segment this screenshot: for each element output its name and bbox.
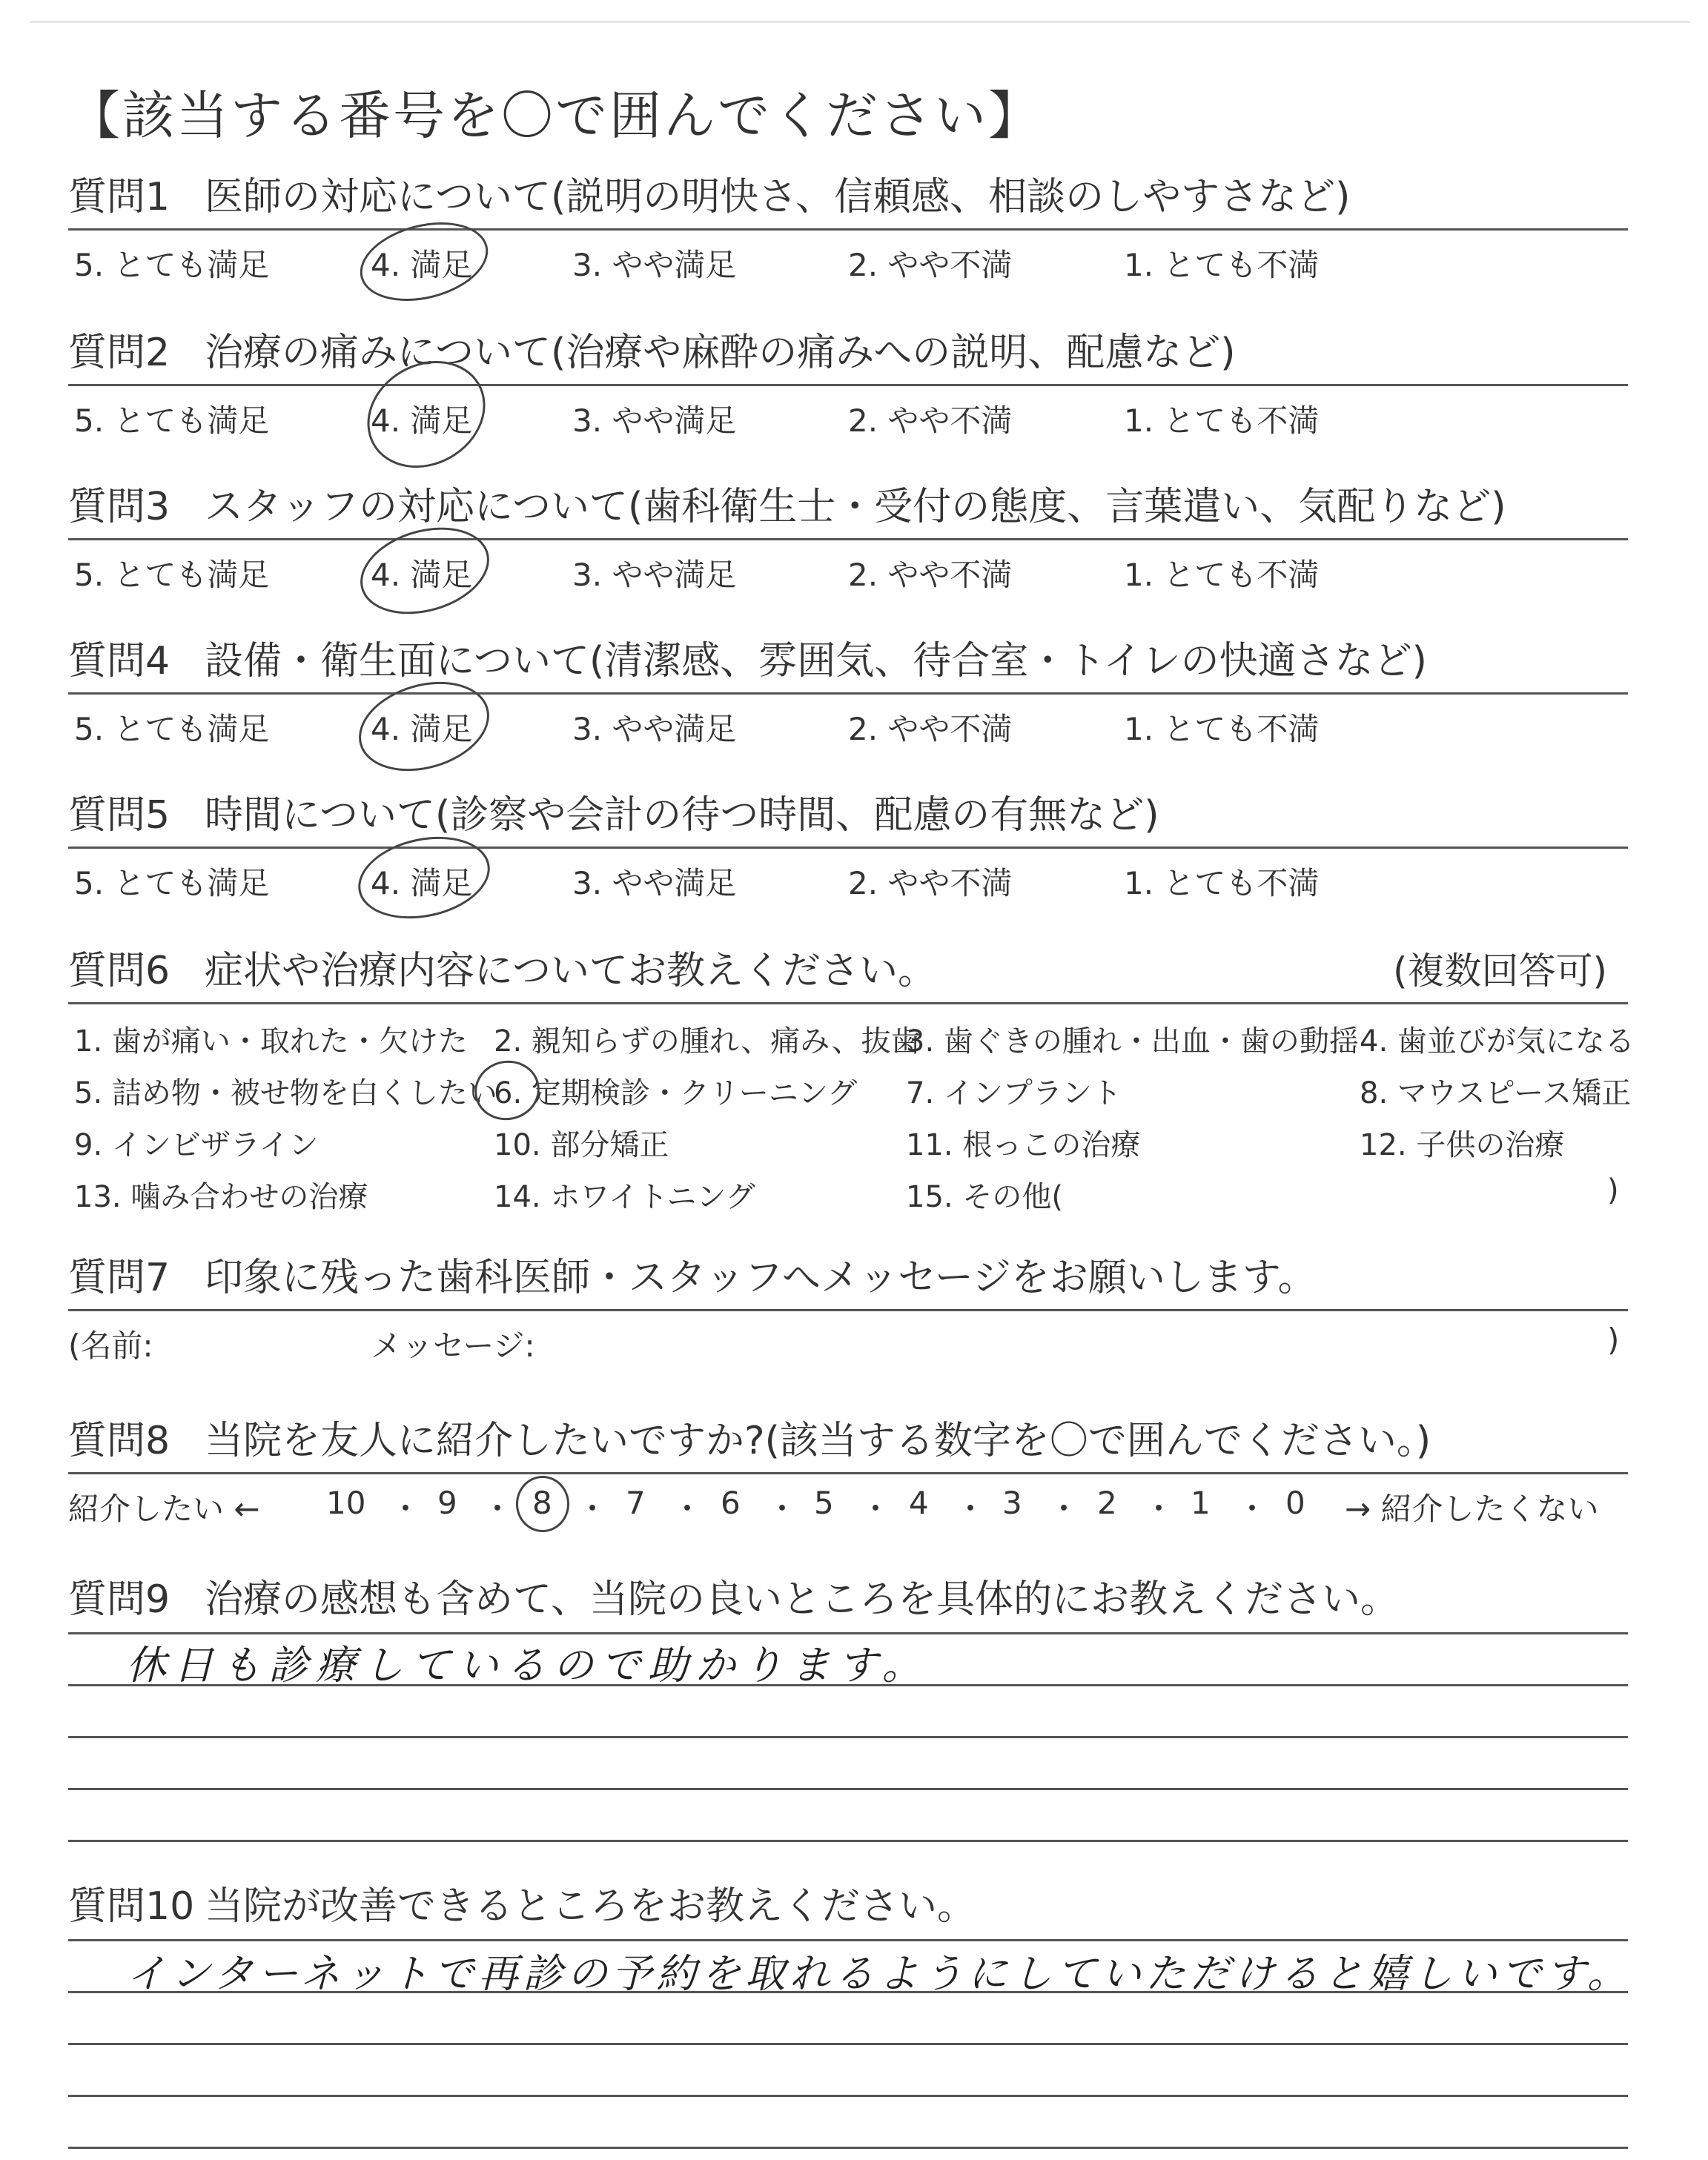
rating-options [68,695,1628,746]
question-9 [68,1564,1628,1912]
scale-value-3[interactable]: 3 [1002,1485,1022,1521]
scale-separator: ・ [955,1491,987,1527]
scale-separator: ・ [860,1491,892,1527]
option-4[interactable]: 4. 満足 [371,247,473,283]
scale-separator: ・ [390,1491,422,1527]
question-text: 設備・衛生面について(清潔感、雰囲気、待合室・トイレの快適さなど) [205,639,1427,683]
rating-options [68,231,1628,282]
option-1[interactable]: 1. とても不満 [1124,247,1320,283]
rating-options [68,540,1628,592]
treatment-option[interactable]: 4. 歯並びが気になる [1360,1024,1635,1059]
rating-options [68,386,1628,438]
scale-value-4[interactable]: 4 [909,1485,929,1521]
scale-value-1[interactable]: 1 [1191,1485,1211,1521]
treatment-option[interactable]: 2. 親知らずの腫れ、痛み、抜歯 [494,1024,921,1059]
question-number: 質問9 [68,1577,171,1622]
treatment-option[interactable]: 9. インビザライン [74,1128,319,1162]
question-number: 質問3 [68,485,171,529]
question-4 [68,626,1628,746]
question-number: 質問10 [68,1884,195,1929]
question-header [68,1871,1628,1938]
treatment-options [68,1004,1635,1219]
option-2[interactable]: 2. やや不満 [848,711,1013,747]
scale-value-8[interactable]: 8 [532,1485,552,1521]
name-label: (名前: [68,1328,153,1364]
option-4[interactable]: 4. 満足 [371,557,473,593]
selection-circle [469,1055,546,1127]
question-header [68,780,1628,849]
question-header [68,471,1628,540]
question-3 [68,471,1628,592]
scale-separator: ・ [1237,1491,1268,1527]
scale-left-label: 紹介したい ← [68,1491,260,1527]
option-5[interactable]: 5. とても満足 [74,402,270,439]
ruled-line [68,1840,1628,1842]
scale-value-5[interactable]: 5 [814,1485,834,1521]
option-1[interactable]: 1. とても不満 [1124,711,1320,747]
question-number: 質問2 [68,331,171,375]
ruled-line [68,1939,1628,1941]
question-text: 印象に残った歯科医師・スタッフへメッセージをお願いします。 [205,1256,1317,1300]
question-7 [68,1242,1628,1363]
question-number: 質問1 [68,175,171,219]
question-text: 当院を友人に紹介したいですか?(該当する数字を〇で囲んでください。) [205,1419,1431,1463]
question-2 [68,317,1628,438]
question-text: 症状や治療内容についてお教えください。 [205,949,936,993]
ruled-line [68,1788,1628,1790]
ruled-line [68,1736,1628,1738]
question-number: 質問4 [68,639,171,683]
answer-area [68,1631,1628,1912]
treatment-option[interactable]: 11. 根っこの治療 [906,1128,1141,1162]
scale-separator: ・ [577,1491,609,1527]
question-header [68,1242,1628,1311]
option-4[interactable]: 4. 満足 [371,865,473,901]
scale-value-0[interactable]: 0 [1285,1485,1305,1521]
scale-separator: ・ [1048,1491,1080,1527]
option-1[interactable]: 1. とても不満 [1124,865,1320,901]
option-2[interactable]: 2. やや不満 [848,402,1013,439]
question-10 [68,1871,1632,2160]
question-8 [68,1405,1628,1526]
question-text: 時間について(診察や会計の待つ時間、配慮の有無など) [205,793,1159,838]
selection-circle [516,1476,569,1532]
question-text: スタッフの対応について(歯科衛生士・受付の態度、言葉遣い、気配りなど) [205,485,1506,529]
treatment-option[interactable]: 10. 部分矯正 [494,1128,669,1162]
option-2[interactable]: 2. やや不満 [848,247,1013,283]
question-1 [68,162,1628,282]
scale-separator: ・ [1143,1491,1175,1527]
option-1[interactable]: 1. とても不満 [1124,557,1320,593]
scale-value-7[interactable]: 7 [626,1485,646,1521]
scale-value-2[interactable]: 2 [1097,1485,1117,1521]
question-text: 治療の感想も含めて、当院の良いところを具体的にお教えください。 [205,1577,1399,1622]
question-header [68,1405,1628,1474]
option-5[interactable]: 5. とても満足 [74,865,270,901]
treatment-option[interactable]: 8. マウスピース矯正 [1360,1076,1632,1110]
scale-separator: ・ [767,1491,798,1527]
answer-area [68,1938,1632,2160]
ruled-line [68,1684,1628,1686]
handwritten-answer: 休日も診療しているので助かります。 [126,1642,930,1689]
question-number: 質問6 [68,949,171,993]
option-4[interactable]: 4. 満足 [371,402,473,439]
question-text: 当院が改善できるところをお教えください。 [205,1884,976,1929]
question-header [68,1564,1628,1631]
handwritten-answer: インターネットで再診の予約を取れるようにしていただけると嬉しいです。 [126,1950,1632,1997]
option-5[interactable]: 5. とても満足 [74,711,270,747]
treatment-option[interactable]: 6. 定期検診・クリーニング [494,1076,858,1110]
scale-value-6[interactable]: 6 [721,1485,741,1521]
question-text: 治療の痛みについて(治療や麻酔の痛みへの説明、配慮など) [205,331,1236,375]
scale-value-9[interactable]: 9 [437,1485,457,1521]
option-2[interactable]: 2. やや不満 [848,865,1013,901]
option-3[interactable]: 3. やや満足 [572,711,737,747]
other-close-paren: ) [1607,1173,1619,1207]
treatment-option[interactable]: 7. インプラント [906,1076,1122,1110]
question-header [68,317,1628,386]
scale-value-10[interactable]: 10 [326,1485,366,1521]
page-title: 【該当する番号を〇で囲んでください】 [68,85,1042,146]
multiple-answer-note: (複数回答可) [1392,950,1607,993]
option-3[interactable]: 3. やや満足 [572,865,737,901]
recommend-scale [68,1474,1628,1526]
page-top-edge [30,21,1690,23]
option-5[interactable]: 5. とても満足 [74,247,270,283]
treatment-option[interactable]: 5. 詰め物・被せ物を白くしたい [74,1076,497,1110]
ruled-line [68,2043,1628,2045]
treatment-option[interactable]: 3. 歯ぐきの腫れ・出血・歯の動揺 [906,1024,1359,1059]
question-number: 質問5 [68,793,171,838]
option-4[interactable]: 4. 満足 [371,711,473,747]
option-3[interactable]: 3. やや満足 [572,247,737,283]
question-number: 質問7 [68,1256,171,1300]
option-2[interactable]: 2. やや不満 [848,557,1013,593]
option-5[interactable]: 5. とても満足 [74,557,270,593]
treatment-option-other[interactable]: 15. その他( [906,1180,1063,1214]
question-number: 質問8 [68,1419,171,1463]
message-row [68,1311,1628,1363]
ruled-line [68,2147,1628,2149]
rating-options [68,849,1628,901]
question-header [68,162,1628,231]
option-1[interactable]: 1. とても不満 [1124,402,1320,439]
scale-right-label: → 紹介したくない [1345,1491,1599,1527]
option-3[interactable]: 3. やや満足 [572,402,737,439]
question-5 [68,780,1628,901]
question-header [68,626,1628,695]
treatment-option[interactable]: 12. 子供の治療 [1360,1128,1565,1162]
message-close-paren: ) [1607,1322,1620,1358]
treatment-option[interactable]: 13. 噛み合わせの治療 [74,1180,368,1214]
scale-separator: ・ [672,1491,704,1527]
option-3[interactable]: 3. やや満足 [572,557,737,593]
treatment-option[interactable]: 14. ホワイトニング [494,1180,755,1214]
message-label: メッセージ: [371,1328,535,1364]
question-6 [68,935,1635,1219]
ruled-line [68,1991,1628,1993]
scale-separator: ・ [482,1491,514,1527]
question-header [68,935,1628,1004]
ruled-line [68,2095,1628,2097]
treatment-option[interactable]: 1. 歯が痛い・取れた・欠けた [74,1024,468,1059]
question-text: 医師の対応について(説明の明快さ、信頼感、相談のしやすさなど) [205,175,1351,219]
